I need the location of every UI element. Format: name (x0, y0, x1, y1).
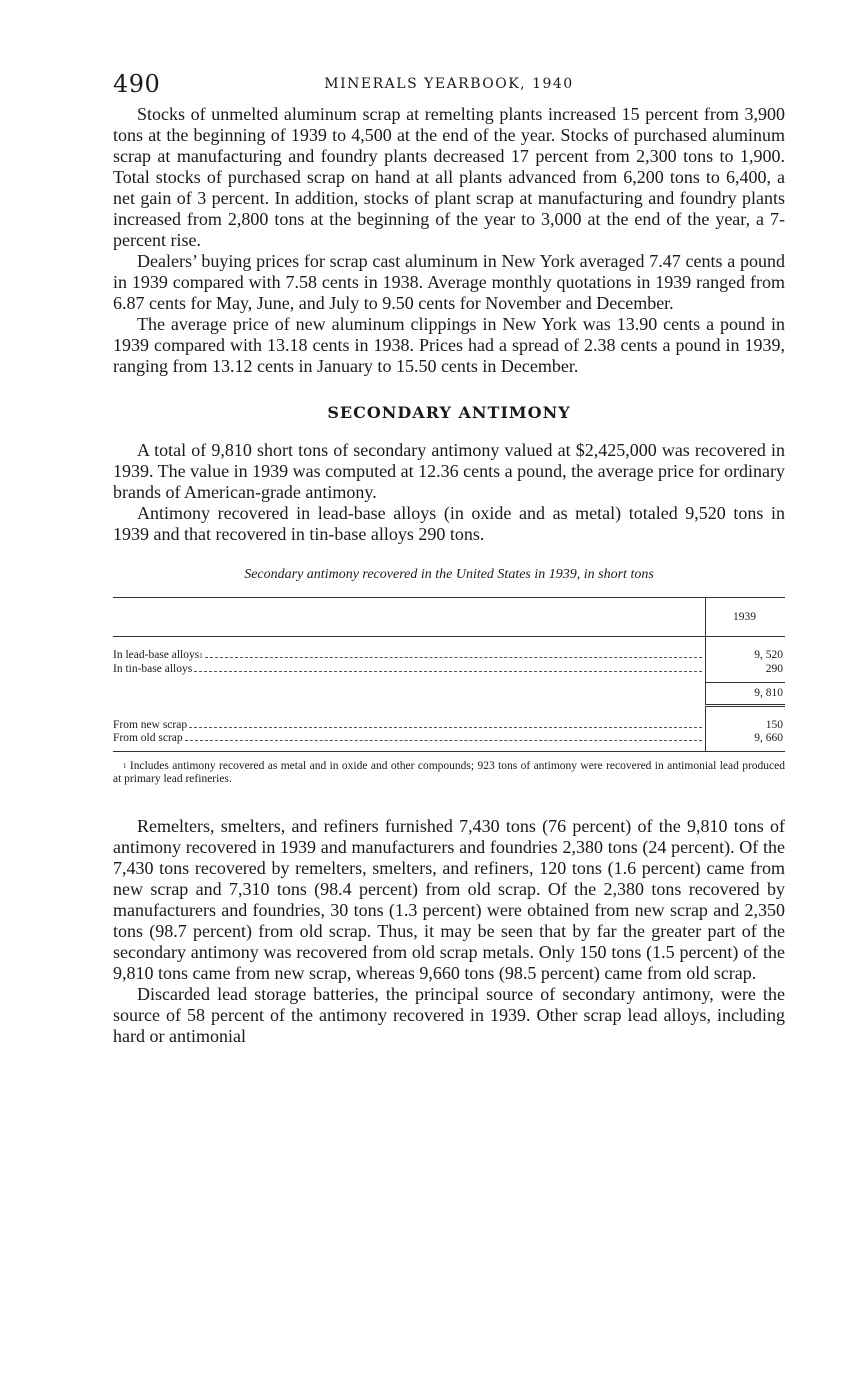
paragraph-antimony-total: A total of 9,810 short tons of secondary antimony valued at $2,425,000 was recovered in 1939. The value in 1939 was computed at 12.36 cents a pound, the average price for ordinary brands of American-grade antimony. (113, 440, 785, 502)
leader-dots (189, 727, 702, 728)
footnote-mark: 1 (123, 762, 127, 770)
antimony-table (113, 597, 785, 752)
paragraph-recovery-sources: Remelters, smelters, and refiners furnished 7,430 tons (76 percent) of the 9,810 tons of antimony recovered in 1939 and manufacturers and foundries 2,380 tons (24 percent). Of the 7,430 tons recovered by remelters, smelters, and refiners, 120 tons (1.6 percent) came from new scrap and 7,310 tons (98.4 percent) from old scrap. Of the 2,380 tons recovered by manufacturers and foundries, 30 tons (1.3 percent) were obtained from new scrap and 2,350 tons (98.7 percent) from old scrap. Thus, it may be seen that by far the greater part of the secondary antimony was recovered from old scrap metals. Only 150 tons (1.5 percent) of the 9,810 tons came from new scrap, whereas 9,660 tons (98.5 percent) came from old scrap. (113, 816, 785, 983)
paragraph-aluminum-stocks: Stocks of unmelted aluminum scrap at remelting plants increased 15 percent from 3,900 tons at the beginning of 1939 to 4,500 at the end of the year. Stocks of purchased aluminum scrap at manufacturing and foundry plants decreased 17 percent from 2,300 tons to 1,900. Total stocks of purchased scrap on hand at all plants advanced from 6,200 tons to 6,400, a net gain of 3 percent. In addition, stocks of plant scrap at manufacturing and foundry plants increased from 2,800 tons at the beginning of the year to 3,000 at the end of the year, a 7-percent rise. (113, 104, 785, 250)
table-row (113, 649, 785, 663)
row-label: In tin-base alloys (113, 663, 193, 675)
row-value: 9, 660 (754, 732, 783, 744)
table-total-row (113, 683, 785, 706)
table-column-header: 1939 (706, 598, 786, 637)
page-number: 490 (113, 70, 161, 98)
row-label: From new scrap (113, 719, 188, 731)
paragraph-aluminum-clippings: The average price of new aluminum clippings in New York was 13.90 cents a pound in 1939 compared with 13.18 cents in 1938. Prices had a spread of 2.38 cents a pound in 1939, ranging from 13.12 cents in January to 15.50 cents in December. (113, 314, 785, 376)
table-row (113, 663, 785, 676)
row-label: In lead-base alloys (113, 649, 200, 661)
paragraph-aluminum-dealer-prices: Dealers’ buying prices for scrap cast aluminum in New York averaged 7.47 cents a pound in 1939 compared with 7.58 cents in 1938. Average monthly quotations in 1939 ranged from 6.87 cents for May, June, and July to 9.50 cents for November and December. (113, 251, 785, 313)
paragraph-storage-batteries: Discarded lead storage batteries, the principal source of secondary antimony, were the source of 58 percent of the antimony recovered in 1939. Other scrap lead alloys, including hard or antimonial (113, 984, 785, 1046)
footnote-text: Includes antimony recovered as metal and in oxide and other compounds; 923 tons of antimony were recovered in antimonial lead produced at primary lead refineries. (113, 760, 786, 785)
row-value: 150 (765, 719, 783, 731)
leader-dots (194, 671, 702, 672)
row-label: From old scrap (113, 732, 183, 744)
section-title: SECONDARY ANTIMONY (327, 403, 571, 422)
running-head (113, 70, 785, 104)
row-value: 9, 520 (754, 649, 783, 661)
total-value: 9, 810 (706, 683, 786, 706)
leader-dots (185, 740, 702, 741)
table-header-row (113, 598, 785, 637)
table-footnote (113, 760, 785, 786)
paragraph-antimony-alloys: Antimony recovered in lead-base alloys (in oxide and as metal) totaled 9,520 tons in 1939 and that recovered in tin-base alloys 290 tons. (113, 503, 785, 544)
table-row (113, 732, 785, 745)
row-value: 290 (765, 663, 783, 675)
running-head-title: MINERALS YEARBOOK, 1940 (324, 76, 574, 92)
page (113, 70, 785, 1047)
footnote-ref: 1 (199, 652, 203, 660)
table-row (113, 719, 785, 732)
table-header-stub (113, 598, 706, 637)
table-caption: Secondary antimony recovered in the United States in 1939, in short tons (244, 567, 654, 582)
leader-dots (205, 657, 702, 658)
